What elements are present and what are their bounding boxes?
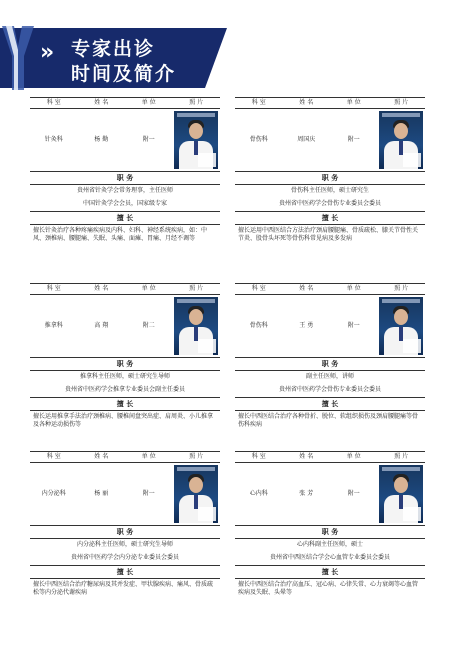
photo-header: 照 片 — [394, 99, 409, 106]
dept-value: 内分泌科 — [41, 489, 66, 497]
doctor-photo — [174, 111, 218, 169]
shanchang-text: 擅长针灸治疗各种疼痛疾病及内科、妇科、神经系统疾病，如：中风、颈椎病、腰腿痛、失眠、头痛、面瘫、胃痛、月经不调等 — [33, 226, 208, 243]
shanchang-text: 擅长运用中西医结合方法治疗颈肩腰腿痛、骨质疏松、膝关节骨性关节炎、股骨头坏死等骨伤科常见病及多发病 — [238, 226, 419, 243]
zhiwu-line: 贵州省中医药学会内分泌专业委员会委员 — [70, 553, 179, 561]
name-value: 杨 丽 — [94, 489, 109, 497]
zhiwu-title: 职 务 — [30, 525, 220, 539]
photo-header: 照 片 — [189, 285, 204, 292]
card-header-row — [235, 97, 425, 109]
dept-header: 科 室 — [251, 99, 266, 106]
card-header-row — [235, 451, 425, 463]
expert-card — [30, 451, 220, 600]
card-value-row — [30, 463, 220, 525]
shanchang-title: 擅 长 — [30, 211, 220, 225]
expert-card — [30, 97, 220, 246]
name-header: 姓 名 — [299, 285, 314, 292]
name-header: 姓 名 — [94, 453, 109, 460]
shanchang-title: 擅 长 — [235, 211, 425, 225]
dept-header: 科 室 — [46, 99, 61, 106]
card-value-row — [235, 295, 425, 357]
shanchang-title: 擅 长 — [235, 565, 425, 579]
zhiwu-line: 心内科副主任医师，硕士 — [296, 541, 363, 549]
card-value-row — [30, 109, 220, 171]
dept-value: 骨伤科 — [249, 321, 268, 329]
shanchang-title: 擅 长 — [235, 397, 425, 411]
photo-cell — [378, 109, 426, 171]
unit-value: 附一 — [142, 135, 155, 143]
zhiwu-line: 贵州省针灸学会常务理事，主任医师 — [76, 187, 173, 195]
zhiwu-line: 贵州省中医药学会推拿专业委员会副主任委员 — [64, 385, 185, 393]
expert-card — [235, 283, 425, 432]
doctor-photo — [174, 465, 218, 523]
zhiwu-line: 贵州省中西医结合学会心血管专业委员会委员 — [269, 553, 390, 561]
photo-cell — [173, 463, 221, 525]
photo-header: 照 片 — [189, 99, 204, 106]
name-header: 姓 名 — [299, 99, 314, 106]
name-value: 杨 勤 — [94, 135, 109, 143]
zhiwu-line: 副主任医师，讲师 — [305, 373, 354, 381]
unit-header: 单 位 — [346, 453, 361, 460]
name-value: 高 翔 — [94, 321, 109, 329]
expert-card — [235, 451, 425, 600]
dept-value: 针灸科 — [44, 135, 63, 143]
photo-cell — [173, 109, 221, 171]
name-header: 姓 名 — [94, 99, 109, 106]
card-header-row — [235, 283, 425, 295]
zhiwu-title: 职 务 — [235, 357, 425, 371]
dept-header: 科 室 — [251, 285, 266, 292]
photo-header: 照 片 — [189, 453, 204, 460]
zhiwu-line: 贵州省中医药学会骨伤专业委员会委员 — [278, 385, 381, 393]
name-header: 姓 名 — [94, 285, 109, 292]
name-value: 王 勇 — [299, 321, 314, 329]
doctor-photo — [379, 297, 423, 355]
dept-value: 骨伤科 — [249, 135, 268, 143]
expert-card — [235, 97, 425, 246]
zhiwu-line: 内分泌科主任医师，硕士研究生导师 — [76, 541, 173, 549]
zhiwu-title: 职 务 — [30, 171, 220, 185]
card-value-row — [235, 463, 425, 525]
dept-header: 科 室 — [46, 285, 61, 292]
unit-value: 附二 — [142, 321, 155, 329]
unit-value: 附一 — [142, 489, 155, 497]
dept-header: 科 室 — [251, 453, 266, 460]
card-header-row — [30, 283, 220, 295]
zhiwu-title: 职 务 — [235, 525, 425, 539]
name-value: 周国庆 — [297, 135, 316, 143]
photo-cell — [173, 295, 221, 357]
shanchang-text: 擅长中西医结合治疗各种骨折、脱位、软组织损伤及颈肩腰腿痛等骨伤科疾病 — [238, 412, 419, 429]
unit-header: 单 位 — [141, 453, 156, 460]
doctor-photo — [174, 297, 218, 355]
shanchang-text: 擅长中西医结合治疗糖尿病及其并发症、甲状腺疾病、痛风、骨质疏松等内分泌代谢疾病 — [33, 580, 214, 597]
expert-card — [30, 283, 220, 432]
card-value-row — [30, 295, 220, 357]
zhiwu-title: 职 务 — [30, 357, 220, 371]
photo-cell — [378, 463, 426, 525]
zhiwu-line: 骨伤科主任医师，硕士研究生 — [290, 187, 369, 195]
name-header: 姓 名 — [299, 453, 314, 460]
name-value: 张 芳 — [299, 489, 314, 497]
doctor-photo — [379, 111, 423, 169]
photo-header: 照 片 — [394, 285, 409, 292]
page-banner — [0, 28, 458, 88]
unit-header: 单 位 — [141, 285, 156, 292]
zhiwu-line: 贵州省中医药学会骨伤专业委员会委员 — [278, 199, 381, 207]
banner-subtitle: 时间及简介 — [71, 63, 177, 85]
chevron-icon: » — [40, 40, 49, 65]
shanchang-title: 擅 长 — [30, 397, 220, 411]
dept-value: 心内科 — [249, 489, 268, 497]
dept-value: 推拿科 — [44, 321, 63, 329]
zhiwu-line: 推拿科主任医师，硕士研究生导师 — [79, 373, 170, 381]
unit-value: 附一 — [347, 135, 360, 143]
y-logo-icon — [2, 26, 34, 90]
photo-header: 照 片 — [394, 453, 409, 460]
unit-value: 附一 — [347, 321, 360, 329]
shanchang-title: 擅 长 — [30, 565, 220, 579]
unit-header: 单 位 — [346, 99, 361, 106]
unit-value: 附一 — [347, 489, 360, 497]
shanchang-text: 擅长运用推拿手法治疗颈椎病、腰椎间盘突出症、肩周炎、小儿推拿及各种运动损伤等 — [33, 412, 214, 429]
shanchang-text: 擅长中西医结合治疗高血压、冠心病、心律失常、心力衰竭等心血管疾病及失眠、头晕等 — [238, 580, 419, 597]
card-header-row — [30, 97, 220, 109]
card-header-row — [30, 451, 220, 463]
unit-header: 单 位 — [346, 285, 361, 292]
banner-title: 专家出诊 — [71, 38, 156, 60]
doctor-photo — [379, 465, 423, 523]
dept-header: 科 室 — [46, 453, 61, 460]
zhiwu-line: 中国针灸学会会员，国家级专家 — [82, 199, 167, 207]
unit-header: 单 位 — [141, 99, 156, 106]
card-value-row — [235, 109, 425, 171]
photo-cell — [378, 295, 426, 357]
zhiwu-title: 职 务 — [235, 171, 425, 185]
